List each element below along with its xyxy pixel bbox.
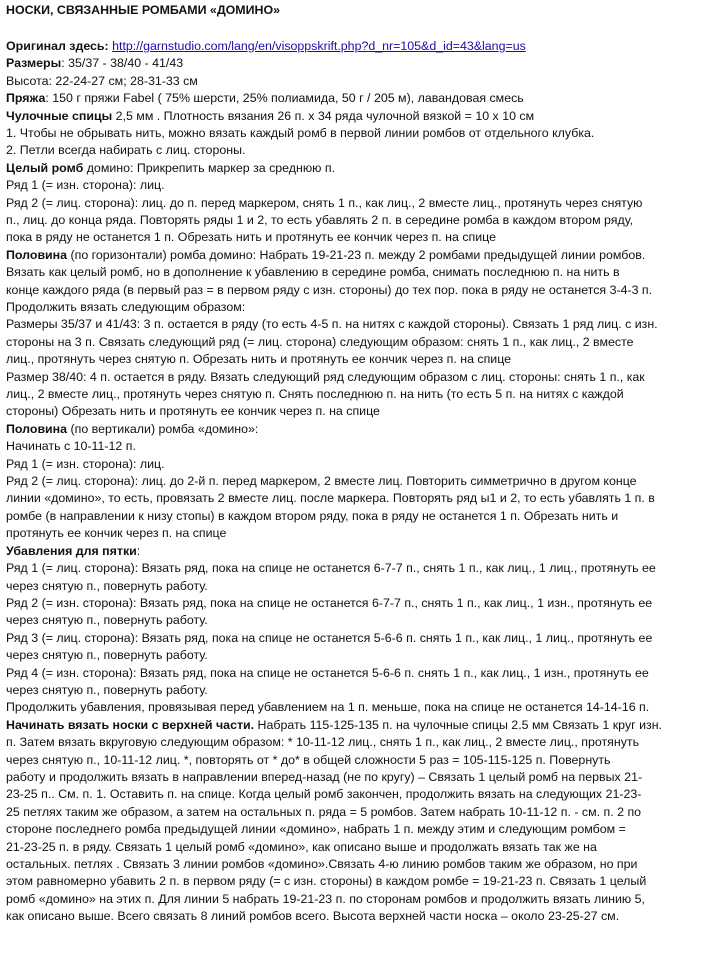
text-segment: Ряд 2 (= изн. сторона): Вязать ряд, пока на спице не останется 6-7-7 п., снять 1 п., как лиц., 1 изн., протянуть ее <box>6 595 653 610</box>
text-segment: протянуть ее кончик через п. на спице <box>6 526 227 541</box>
text-segment: 23-25 п.. См. п. 1. Оставить п. на спице. Когда целый ромб закончен, продолжить вязать на следующих 21-23- <box>6 787 642 802</box>
bold-text: Чулочные спицы <box>6 108 113 123</box>
text-line <box>6 351 707 368</box>
text-segment: стороне последнего ромба предыдущей линии «домино», набрать 1 п. между этим и следующим ромбом = <box>6 822 626 837</box>
text-segment: Ряд 4 (= изн. сторона): Вязать ряд, пока на спице не останется 5-6-6 п. снять 1 п., как лиц., 1 изн., протянуть ее <box>6 665 649 680</box>
text-segment: через снятую п., повернуть работу. <box>6 613 208 628</box>
text-line <box>6 195 707 212</box>
text-segment: (по вертикали) ромба «домино»: <box>67 421 259 436</box>
text-line <box>6 769 707 786</box>
text-line <box>6 229 707 246</box>
text-line <box>6 490 707 507</box>
text-segment: 21-23-25 п. в ряду. Связать 1 целый ромб «домино», как описано выше и продолжать вязать так же на <box>6 839 597 854</box>
text-segment: Начинать с 10-11-12 п. <box>6 439 136 454</box>
text-segment: 25 петлях таким же образом, а затем на остальных п. ряда = 5 ромбов. Затем набрать 10-11-12 п. - см. п. 2 по <box>6 804 642 819</box>
text-segment: Вязать как целый ромб, но в дополнение к убавлению в середине ромба, снимать последнюю п. на нить в <box>6 265 620 280</box>
source-link[interactable]: http://garnstudio.com/lang/en/visoppskrift.php?d_nr=105&d_id=43&lang=us <box>112 38 526 53</box>
text-segment: домино: Прикрепить маркер за среднюю п. <box>83 160 336 175</box>
text-segment: остальных. петлях . Связать 3 линии ромбов «домино».Связать 4-ю линию ромбов таким же образом, но при <box>6 857 638 871</box>
bold-text: Убавления для пятки <box>6 543 137 558</box>
bold-text: Оригинал здесь: <box>6 38 113 53</box>
text-segment: как описано выше. Всего связать 8 линий ромбов всего. Высота верхней части носка – около 23-25-27 см. <box>6 909 620 924</box>
text-line <box>6 403 707 420</box>
text-segment: стороны) Обрезать нить и протянуть ее кончик через п. на спице <box>6 404 380 419</box>
text-line <box>6 717 707 734</box>
document-title: НОСКИ, СВЯЗАННЫЕ РОМБАМИ «ДОМИНО» <box>6 3 280 17</box>
text-line <box>6 560 707 577</box>
text-line <box>6 508 707 525</box>
text-line <box>6 856 707 873</box>
text-segment: : 150 г пряжи Fabel ( 75% шерсти, 25% полиамида, 50 г / 205 м), лавандовая смесь <box>45 91 524 106</box>
text-line <box>6 473 707 490</box>
text-segment: линии «домино», то есть, провязать 2 вместе лиц. после маркера. Повторять ряд ы1 и 2, то есть убавлять 1 п. в <box>6 491 655 506</box>
text-line <box>6 665 707 682</box>
text-line <box>6 160 707 177</box>
text-segment: через снятую п., повернуть работу. <box>6 648 208 663</box>
bold-text: Половина <box>6 247 68 262</box>
text-line <box>6 804 707 821</box>
text-line <box>6 682 707 699</box>
document-body <box>6 38 707 926</box>
text-line <box>6 299 707 316</box>
title-spacer <box>6 21 707 38</box>
text-segment: ромб «домино» на этих п. Для линии 5 набрать 19-21-23 п. по сторонам ромбов и продолжить вязать линию 5, <box>6 891 645 906</box>
text-segment: Размер 38/40: 4 п. остается в ряду. Вязать следующий ряд следующим образом с лиц. стороны: снять 1 п., как <box>6 369 645 384</box>
text-segment: пока в ряду не останется 1 п. Обрезать нить и протянуть ее кончик через п. на спице <box>6 230 497 245</box>
text-line <box>6 142 707 159</box>
text-segment: этом равномерно убавить 2 п. в первом ряду (= с изн. стороны) в каждом ромбе = 19-21-23 п. Связать 1 целый <box>6 874 647 889</box>
text-segment: 1. Чтобы не обрывать нить, можно вязать каждый ромб в первой линии ромбов от отдельного клубка. <box>6 125 595 140</box>
text-line <box>6 247 707 264</box>
text-line <box>6 282 707 299</box>
text-segment: 2,5 мм . Плотность вязания 26 п. х 34 ряда чулочной вязкой = 10 х 10 см <box>112 108 535 123</box>
text-segment: Ряд 2 (= лиц. сторона): лиц. до п. перед маркером, снять 1 п., как лиц., 2 вместе лиц., протянуть через снятую <box>6 195 643 210</box>
text-line <box>6 316 707 333</box>
text-segment: 2. Петли всегда набирать с лиц. стороны. <box>6 143 246 158</box>
text-line <box>6 699 707 716</box>
text-segment: : <box>136 543 141 558</box>
text-line <box>6 612 707 629</box>
bold-text: Начинать вязать носки с верхней части. <box>6 717 255 732</box>
text-segment: лиц., протянуть через снятую п. Обрезать нить и протянуть ее кончик через п. на спице <box>6 352 512 367</box>
text-line <box>6 734 707 751</box>
text-segment: Продолжить убавления, провязывая перед убавлением на 1 п. меньше, пока на спице не останется 14-14-16 п. <box>6 700 650 715</box>
text-segment: (по горизонтали) ромба домино: Набрать 19-21-23 п. между 2 ромбами предыдущей линии ромбов. <box>67 247 646 262</box>
text-segment: Размеры 35/37 и 41/43: 3 п. остается в ряду (то есть 4-5 п. на нитях с каждой стороны). Связать 1 ряд лиц. с изн. <box>6 317 658 332</box>
text-line <box>6 873 707 890</box>
text-line <box>6 821 707 838</box>
text-line <box>6 38 707 55</box>
text-line <box>6 543 707 560</box>
text-segment: лиц., 2 вместе лиц., протянуть через снятую п. Снять последнюю п. на нить (то есть 5 п. на нитях с каждой <box>6 387 624 402</box>
text-segment: Ряд 2 (= лиц. сторона): лиц. до 2-й п. перед маркером, 2 вместе лиц. Повторить симметрично в другом конце <box>6 474 637 489</box>
bold-text: Пряжа <box>6 91 46 106</box>
text-line <box>6 752 707 769</box>
text-line <box>6 334 707 351</box>
text-line <box>6 456 707 473</box>
text-line <box>6 786 707 803</box>
text-segment: Продолжить вязать следующим образом: <box>6 300 246 314</box>
text-segment: ромбе (в направлении к низу стопы) в каждом втором ряду, пока в ряду не останется 1 п. Обрезать нить и <box>6 508 619 523</box>
text-line <box>6 438 707 455</box>
text-line <box>6 264 707 281</box>
text-line <box>6 55 707 72</box>
text-line <box>6 177 707 194</box>
text-segment: Ряд 3 (= лиц. сторона): Вязать ряд, пока на спице не останется 5-6-6 п. снять 1 п., как лиц., 1 лиц., протянуть ее <box>6 630 653 645</box>
text-segment: п. Затем вязать вкруговую следующим образом: * 10-11-12 лиц., снять 1 п., как лиц., 2 вместе лиц., протянуть <box>6 735 640 750</box>
text-segment: стороны на 3 п. Связать следующий ряд (= лиц. сторона) следующим образом: снять 1 п., как лиц., 2 вместе <box>6 334 634 349</box>
text-line <box>6 125 707 142</box>
text-line <box>6 73 707 90</box>
text-line <box>6 595 707 612</box>
text-line <box>6 525 707 542</box>
text-segment: Ряд 1 (= изн. сторона): лиц. <box>6 178 165 193</box>
text-segment: Ряд 1 (= лиц. сторона): Вязать ряд, пока на спице не останется 6-7-7 п., снять 1 п., как лиц., 1 лиц., протянуть ее <box>6 561 656 576</box>
text-segment: конце каждого ряда (в первый раз = в первом ряду с изн. стороны) до тех пор. пока в ряду не останется 3-4-3 п. <box>6 282 653 297</box>
text-line <box>6 108 707 125</box>
text-segment: п., лиц. до конца ряда. Повторять ряды 1 и 2, то есть убавлять 2 п. в середине ромба в каждом втором ряду, <box>6 212 634 227</box>
text-segment: через снятую п., 10-11-12 лиц. *, повторять от * до* в общей сложности 5 раз = 105-115-125 п. Повернуть <box>6 752 611 767</box>
text-segment: через снятую п., повернуть работу. <box>6 682 208 697</box>
bold-text: Целый ромб <box>6 160 84 175</box>
text-line <box>6 421 707 438</box>
text-line <box>6 839 707 856</box>
text-line <box>6 630 707 647</box>
text-line <box>6 90 707 107</box>
text-line <box>6 369 707 386</box>
bold-text: Размеры <box>6 56 62 71</box>
text-line <box>6 386 707 403</box>
text-segment: Набрать 115-125-135 п. на чулочные спицы 2.5 мм Связать 1 круг изн. <box>254 717 662 732</box>
text-segment: : 35/37 - 38/40 - 41/43 <box>61 56 184 71</box>
text-segment: работу и продолжить вязать в направлении вперед-назад (не по кругу) – Связать 1 целый ромб на первых 21- <box>6 769 643 784</box>
text-line <box>6 212 707 229</box>
bold-text: Половина <box>6 421 68 436</box>
text-segment: Ряд 1 (= изн. сторона): лиц. <box>6 456 165 471</box>
text-line <box>6 891 707 908</box>
text-line <box>6 647 707 664</box>
text-line <box>6 908 707 925</box>
text-segment: Высота: 22-24-27 см; 28-31-33 см <box>6 73 198 88</box>
text-line <box>6 578 707 595</box>
text-segment: через снятую п., повернуть работу. <box>6 578 208 593</box>
